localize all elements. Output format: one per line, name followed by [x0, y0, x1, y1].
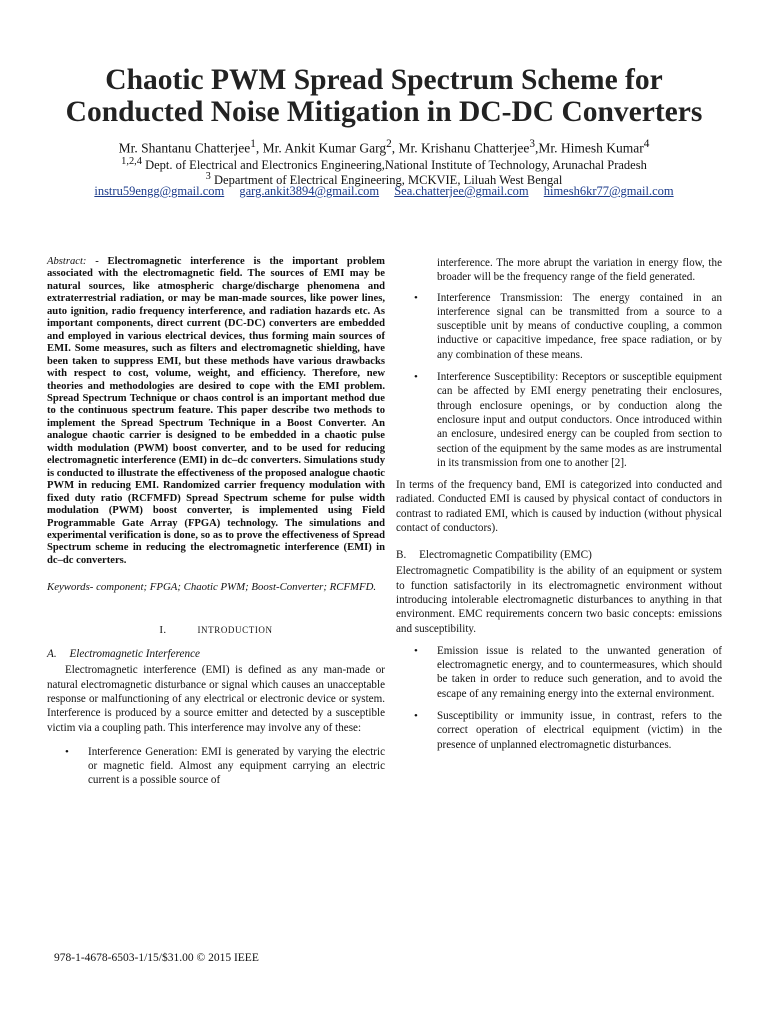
subsection-title: Electromagnetic Interference	[69, 648, 201, 661]
list-item-text: Emission issue is related to the unwanted generation of electromagnetic energy, and to countermeasures, which should be taken in order to reduce such generation, and to avoid the escape of any remaining energy into the external environment.	[437, 644, 722, 700]
bullet-icon: •	[414, 710, 418, 723]
bullet-icon: •	[414, 644, 418, 657]
left-column	[47, 256, 385, 796]
list-item	[396, 370, 722, 470]
list-item	[396, 291, 722, 362]
email-link-4[interactable]: himesh6kr77@gmail.com	[543, 184, 674, 198]
email-link-2[interactable]: garg.ankit3894@gmail.com	[239, 184, 380, 198]
author-1: Mr. Shantanu Chatterjee	[118, 140, 251, 156]
author-3-sup: 3	[529, 138, 535, 150]
affiliation-2-text: Department of Electrical Engineering, MCKVIE, Liluah West Bengal	[214, 173, 563, 188]
paper-title	[30, 64, 738, 128]
list-item-text: Interference Transmission: The energy contained in an interference signal can be transmitted from a source to a susceptible unit by means of conductive coupling, a common inductive or capacitive impedance, free space radiation, or by any combination of these means.	[437, 291, 722, 361]
author-2: Mr. Ankit Kumar Garg	[262, 140, 387, 156]
author-4-sup: 4	[643, 138, 650, 150]
interference-bullet-list	[47, 745, 385, 788]
list-item-text: Susceptibility or immunity issue, in contrast, refers to the correct operation of electrical equipment (victim) in the presence of unplanned electromagnetic disturbances.	[437, 710, 722, 751]
email-list	[30, 184, 738, 199]
affiliation-1-sup: 1,2,4	[121, 156, 142, 167]
emc-bullet-list	[396, 644, 722, 752]
subsection-letter: A.	[47, 648, 57, 661]
bullet-icon: •	[65, 745, 69, 758]
list-item	[396, 709, 722, 752]
interference-bullet-list-cont	[396, 291, 722, 471]
copyright-footer: 978-1-4678-6503-1/15/$31.00 © 2015 IEEE	[54, 952, 259, 964]
list-item	[396, 644, 722, 701]
bullet-continuation: interference. The more abrupt the variation in energy flow, the broader will be the frequency range of the field generated.	[437, 257, 722, 284]
section-heading-introduction	[47, 624, 385, 636]
bullet-icon: •	[414, 291, 418, 304]
subsection-heading-a	[47, 648, 385, 660]
abstract-dash: -	[95, 256, 99, 267]
author-2-sup: 2	[386, 138, 392, 150]
list-item-text: Interference Susceptibility: Receptors or susceptible equipment can be affected by EMI energy penetrating their enclosures, through enclosure openings, or by conduction along the enclosure input and output conductors. Once introduced within an enclosure, undesired energy can be coupled from section to section of the equipment by the same modes as are instrumental in its transmission from one to another [2].	[437, 371, 722, 469]
author-1-sup: 1	[250, 138, 256, 150]
abstract	[47, 256, 385, 567]
email-link-3[interactable]: Sea.chatterjee@gmail.com	[394, 184, 529, 198]
emc-definition-paragraph: Electromagnetic Compatibility is the ability of an equipment or system to function satisfactorily in its electromagnetic environment without introducing intolerable electromagnetic disturbances to anything in that environment. EMC requirements concern two basic concepts: emissions and susceptibility.	[396, 565, 722, 635]
affiliation-1-text: Dept. of Electrical and Electronics Engineering,National Institute of Technology, Arunachal Pradesh	[145, 158, 647, 173]
abstract-label: Abstract:	[47, 256, 87, 267]
email-link-1[interactable]: instru59engg@gmail.com	[94, 184, 225, 198]
list-item-text: Interference Generation: EMI is generated by varying the electric or magnetic field. Almost any equipment carrying an electric current is a possible source of	[88, 745, 385, 787]
section-title: INTRODUCTION	[197, 625, 273, 636]
keywords: Keywords- component; FPGA; Chaotic PWM; Boost-Converter; RCFMFD.	[47, 581, 377, 594]
bullet-icon: •	[414, 371, 418, 384]
author-3: Mr. Krishanu Chatterjee	[398, 140, 530, 156]
affiliation-2-sup: 3	[205, 171, 211, 182]
subsection-heading-b	[396, 549, 722, 561]
abstract-text: Electromagnetic interference is the important problem associated with the electromagnetic field. The sources of EMI may be natural sources, like atmospheric charge/discharge phenomena and extraterrestrial radiation, or may be man-made sources, like power lines, auto ignition, radio frequency interference, and radiation hazards etc. As important components, direct current (DC-DC) converters are embedded and employed in various electrical devices, thus forming main sources of EMI. Some measures, such as filters and electromagnetic shielding, have been taken to suppress EMI, but these methods have various drawbacks with respect to cost, volume, weight, and efficiency. Therefore, new theories and methodologies are desired to cope with the EMI problem. Spread Spectrum Technique or chaos control is an important method due to the continuous spectrum feature. This paper describe two methods to implement the Spread Spectrum Technique in a Boost Converter. An analogue chaotic carrier is designed to be embedded in a chaotic pulse width modulation (PWM) boost converter, and to be used for reducing electromagnetic interference (EMI) in dc–dc converters. Simulations study is conducted to illustrate the effectiveness of the proposed analogue chaotic PWM in reducing EMI. Randomized carrier frequency modulation with fixed duty ratio (RCFMFD) Spread Spectrum scheme for pulse width modulation (PWM) boost converter, is implemented using Field Programmable Gate Array (FPGA) technology. The simulations and experimental verification is done, so as to prove the effectiveness of Spread Spectrum scheme in reducing the electromagnetic interference (EMI) in dc–dc converters.	[47, 256, 385, 566]
subsection-title: Electromagnetic Compatibility (EMC)	[419, 549, 592, 562]
frequency-band-paragraph: In terms of the frequency band, EMI is categorized into conducted and radiated. Conducted EMI is caused by physical contact of conductors in contrast to radiated EMI, which is caused by induction (without physical contact of conductors).	[396, 479, 722, 535]
emi-definition-paragraph: Electromagnetic interference (EMI) is defined as any man-made or natural electromagnetic disturbance or signal which causes an unacceptable response or malfunctioning of any electrical or electronic device or system. Interference is produced by a source emitter and detected by a susceptible victim via a coupling path. This interference may involve any of these:	[47, 664, 385, 734]
right-column	[396, 256, 722, 760]
title-line-1: Chaotic PWM Spread Spectrum Scheme for	[105, 64, 663, 96]
author-4: Mr. Himesh Kumar	[538, 140, 644, 156]
subsection-letter: B.	[396, 549, 407, 562]
section-number: I.	[159, 624, 167, 637]
list-item	[47, 745, 385, 788]
author-list: Mr. Shantanu Chatterjee$^1$, Mr. Ankit Kumar Garg$^2$, Mr. Krishanu Chatterjee$^3$,Mr. Himesh Kumar$^4$	[118, 138, 650, 156]
title-line-2: Conducted Noise Mitigation in DC-DC Converters	[65, 96, 703, 128]
